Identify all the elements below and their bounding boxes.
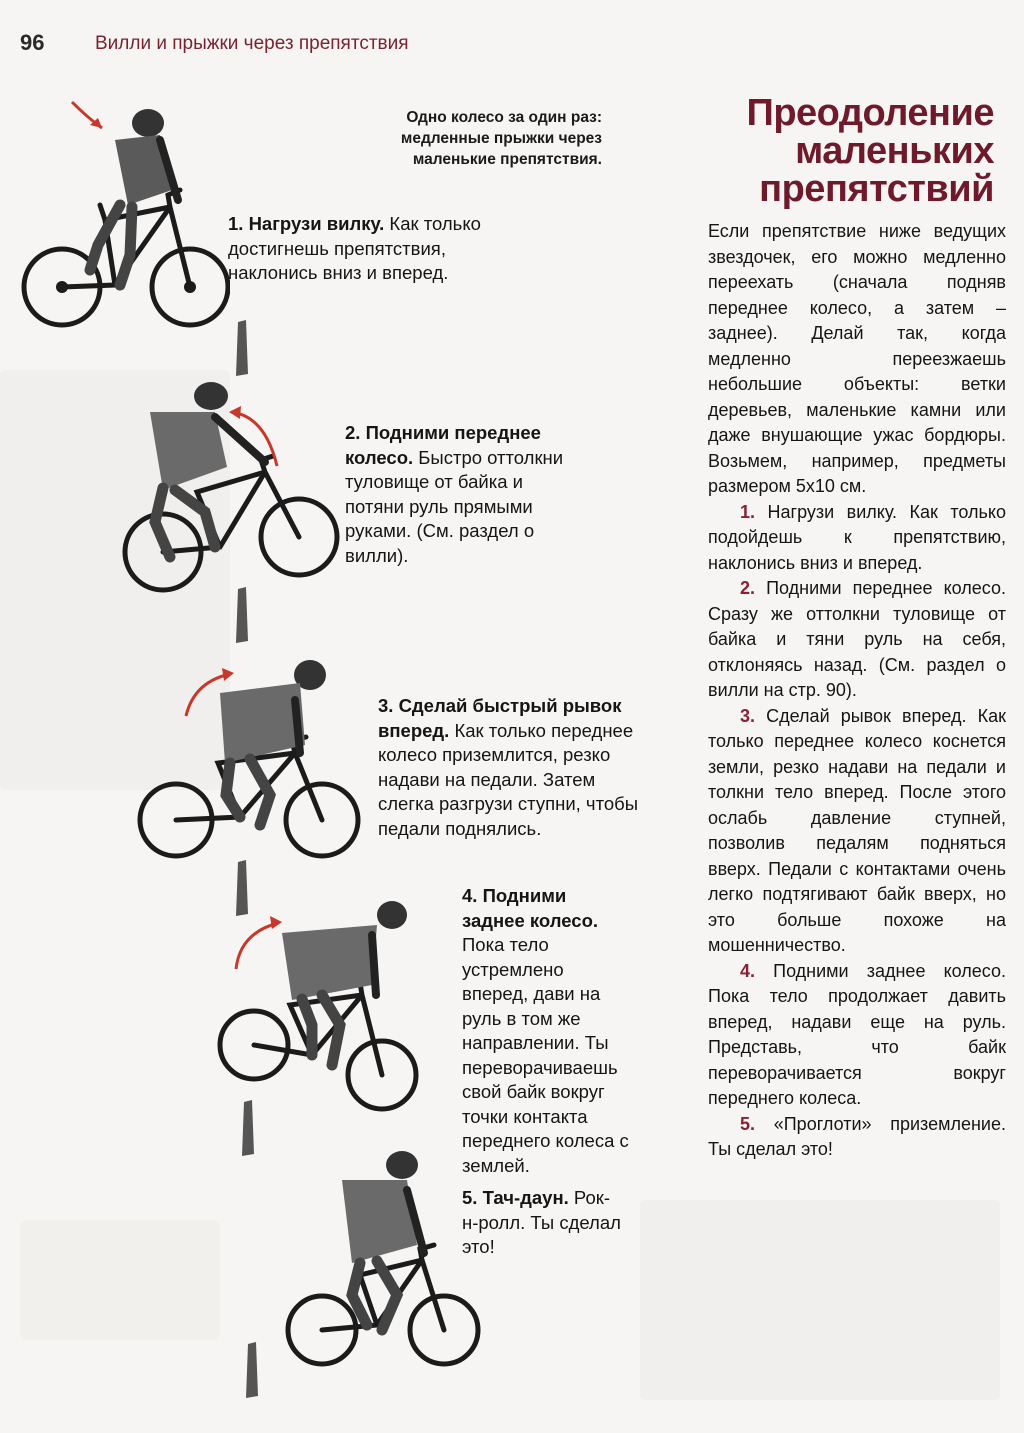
- article-item-5: [708, 1112, 1006, 1163]
- rider-illustration-3: [130, 645, 370, 870]
- article-intro: Если препятствие ниже ведущих звездочек, его можно медленно переехать (сначала подняв переднее колесо, а затем – заднее). Делай так, когда медленно переезжаешь небольшие объекты: ветки деревьев, маленькие камни или даже внушающие ужас бордюры. Возьмем, например, предметы размером 5x10 см.: [708, 221, 1006, 496]
- caption-line: маленькие препятствия.: [412, 151, 602, 168]
- step-caption-3: [378, 694, 640, 841]
- item-text: Нагрузи вилку. Как только подойдешь к препятствию, наклонись вниз и вперед.: [708, 501, 1006, 573]
- item-number: 1.: [740, 501, 756, 522]
- step-title: 3. Сделай быстрый рывок вперед.: [378, 695, 622, 741]
- obstacle-1: [230, 318, 254, 378]
- article-item-2: [708, 576, 1006, 704]
- rider-illustration-1: [20, 95, 230, 340]
- obstacle-4: [236, 1098, 260, 1158]
- article-body: [708, 219, 1006, 1163]
- item-number: 5.: [740, 1113, 756, 1134]
- item-text: Сделай рывок вперед. Как только переднее колесо коснется земли, резко надави на педали и толкни тело вперед. После этого ослабь давление ступней, позволив педалям подняться вверх. Педали с контактами очень легко подтягивают байк вверх, но это больше похоже на мошенничество.: [708, 705, 1006, 955]
- article-item-3: [708, 704, 1006, 959]
- step-title: 5. Тач-даун.: [462, 1187, 569, 1208]
- obstacle-3: [230, 858, 254, 918]
- rider-illustration-5: [282, 1145, 482, 1370]
- item-number: 3.: [740, 705, 756, 726]
- step-body: Как только достигнешь препятствия, наклонись вниз и вперед.: [228, 213, 481, 283]
- article-item-4: [708, 959, 1006, 1112]
- title-line: препятствий: [759, 168, 994, 210]
- obstacle-2: [230, 585, 254, 645]
- title-line: Преодоление: [746, 92, 994, 134]
- bleed-through-photo-bottom: [20, 1220, 220, 1340]
- step-body: Как только переднее колесо приземлится, резко надави на педали. Затем слегка разгрузи ступни, чтобы педали поднялись.: [378, 719, 639, 839]
- step-caption-5: [462, 1186, 622, 1260]
- motion-arrow: [228, 915, 288, 973]
- caption-line: медленные прыжки через: [400, 130, 602, 147]
- step-title: 2. Подними переднее колесо.: [345, 422, 541, 468]
- article-item-1: [708, 500, 1006, 577]
- bleed-through-photo-right: [640, 1200, 1000, 1400]
- step-body: Рок-н-ролл. Ты сделал это!: [462, 1187, 621, 1257]
- step-title: 4. Подними заднее колесо.: [462, 885, 599, 931]
- running-head: Вилли и прыжки через препятствия: [95, 33, 409, 54]
- item-text: Подними заднее колесо. Пока тело продолжает давить вперед, надави еще на руль. Представь, что байк переворачивается вокруг переднего колеса.: [708, 960, 1006, 1108]
- item-number: 4.: [740, 960, 756, 981]
- motion-arrow: [225, 402, 285, 472]
- step-caption-2: [345, 421, 585, 568]
- article-title: [700, 94, 994, 208]
- item-text: Подними переднее колесо. Сразу же оттолкни туловище от байка и тяни руль на себя, отклоняясь назад. (См. раздел о вилли на стр. 90).: [708, 578, 1006, 700]
- motion-arrow: [68, 98, 108, 134]
- motion-arrow: [180, 668, 240, 720]
- obstacle-5: [240, 1340, 264, 1400]
- step-title: 1. Нагрузи вилку.: [228, 213, 385, 234]
- item-text: «Проглоти» приземление. Ты сделал это!: [708, 1113, 1006, 1159]
- figure-caption: [338, 107, 602, 170]
- step-body: Быстро оттолкни туловище от байка и потяни руль прямыми руками. (См. раздел о вилли).: [345, 446, 564, 566]
- page-number: 96: [20, 30, 45, 55]
- title-line: маленьких: [795, 130, 994, 172]
- item-number: 2.: [740, 578, 756, 598]
- step-caption-4: [462, 884, 632, 1178]
- step-caption-1: [228, 212, 518, 286]
- step-body: Пока тело устремлено вперед, дави на руль в том же направлении. Ты переворачиваешь свой байк вокруг точки контакта переднего колеса с землей.: [462, 934, 629, 1176]
- caption-line: Одно колесо за один раз:: [406, 109, 602, 126]
